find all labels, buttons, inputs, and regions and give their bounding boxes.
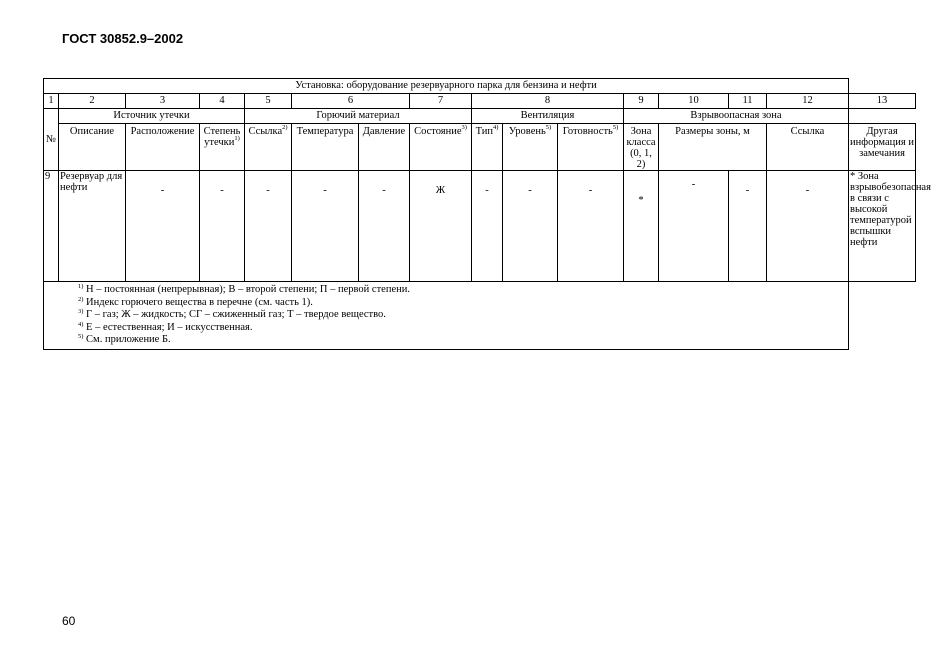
state-header: Состояние$^{3)}$ <box>410 124 472 171</box>
zone-size-header: Размеры зоны, м <box>659 124 767 171</box>
col-number: 1 <box>44 94 59 109</box>
footnote: $^{4)}$ Е – естественная; И – искусственная. <box>78 320 253 333</box>
footnote: $^{5)}$ См. приложение Б. <box>78 333 171 346</box>
temperature-header: Температура <box>292 124 359 171</box>
col-number: 4 <box>200 94 245 109</box>
page-number: 60 <box>62 614 76 628</box>
col-number: 2 <box>59 94 126 109</box>
row-location: - <box>126 171 200 282</box>
group-header-row <box>44 109 916 124</box>
no-header: № <box>44 109 59 171</box>
level-header: Уровень$^{5)}$ <box>503 124 558 171</box>
type-header: Тип$^{4)}$ <box>472 124 503 171</box>
col-number: 3 <box>126 94 200 109</box>
row-type: - <box>472 171 503 282</box>
footnote: $^{2)}$ Индекс горючего вещества в перечне (см. часть 1). <box>78 295 313 308</box>
row-temperature: - <box>292 171 359 282</box>
col-number: 9 <box>624 94 659 109</box>
zone-group-header: Взрывоопасная зона <box>624 109 849 124</box>
row-pressure: - <box>359 171 410 282</box>
col-number: 8 <box>472 94 624 109</box>
ref-header: Ссылка$^{2)}$ <box>245 124 292 171</box>
material-group-header: Горючий материал <box>245 109 472 124</box>
col-number: 12 <box>767 94 849 109</box>
column-number-row <box>44 94 916 109</box>
col-number: 6 <box>292 94 410 109</box>
source-group-header: Источник утечки <box>59 109 245 124</box>
table-footnotes <box>44 282 849 350</box>
row-ref: - <box>245 171 292 282</box>
row-degree: - <box>200 171 245 282</box>
readiness-header: Готовность$^{5)}$ <box>558 124 624 171</box>
col-number: 7 <box>410 94 472 109</box>
row-description: Резервуар для нефти <box>59 171 126 282</box>
table-row <box>44 171 916 282</box>
degree-header: Степень утечки$^{1)}$ <box>200 124 245 171</box>
row-zone-class: * <box>624 171 659 282</box>
zone-class-header: Зона класса (0, 1, 2) <box>624 124 659 171</box>
row-zone-ref: - <box>767 171 849 282</box>
subheader-row <box>44 124 916 171</box>
col-number: 13 <box>849 94 916 109</box>
ventilation-group-header: Вентиляция <box>472 109 624 124</box>
col-number: 11 <box>729 94 767 109</box>
row-state: Ж <box>410 171 472 282</box>
zone-ref-header: Ссылка <box>767 124 849 171</box>
document-header: ГОСТ 30852.9–2002 <box>62 31 184 46</box>
row-level: - <box>503 171 558 282</box>
col-number: 5 <box>245 94 292 109</box>
footnote: $^{1)}$ Н – постоянная (непрерывная); В – второй степени; П – первой степени. <box>78 283 410 296</box>
row-zone-size-2: - <box>729 171 767 282</box>
description-header: Описание <box>59 124 126 171</box>
location-header: Расположение <box>126 124 200 171</box>
footnote: $^{3)}$ Г – газ; Ж – жидкость; СГ – сжиженный газ; Т – твердое вещество. <box>78 308 386 321</box>
row-readiness: - <box>558 171 624 282</box>
row-other-info: * Зона взрывобезопасная в связи с высокой температурой вспышки нефти <box>849 171 916 282</box>
col-number: 10 <box>659 94 729 109</box>
table-title: Установка: оборудование резервуарного парка для бензина и нефти <box>44 79 849 94</box>
row-zone-size-1: - <box>659 171 729 282</box>
zone-classification-table <box>43 78 931 350</box>
row-number: 9 <box>44 171 59 282</box>
pressure-header: Давление <box>359 124 410 171</box>
other-info-header: Другая информация и замечания <box>849 124 916 171</box>
